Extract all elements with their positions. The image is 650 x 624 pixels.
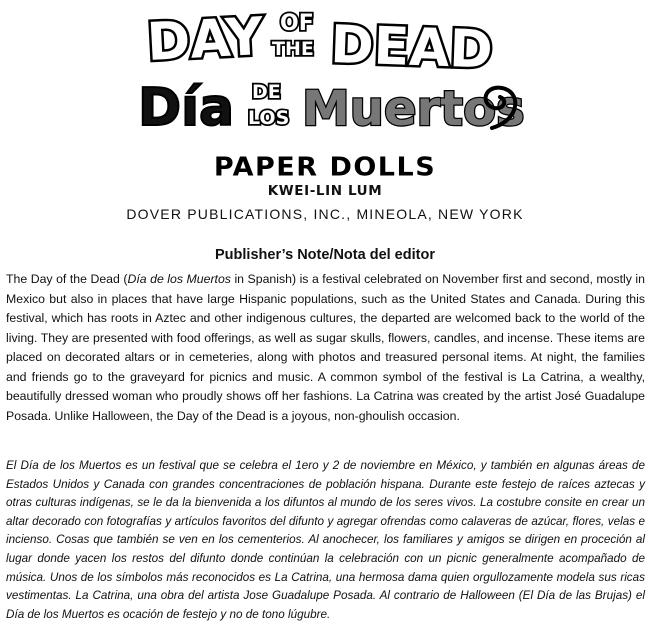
logo-day: DAY xyxy=(145,6,265,73)
day-of-the-dead-logo xyxy=(120,0,530,150)
logo-the: THE xyxy=(272,38,314,60)
spanish-paragraph: El Día de los Muertos es un festival que se celebra el 1ero y 2 de noviembre en México, y también en algunas áreas de Estados Unidos y Canada con grandes concentraciones de población hispana. Durante este festejo de raíces aztecas y otras culturas indígenas, se le da la bienvenida a los difuntos al mundo de los seres vivos. La costubre consite en crear un altar decorado con fotografías y artículos favoritos del difunto y agregar ofrendas como calaveras de azúcar, flores, velas e incienso. Cosas que también se ven en los cementerios. Al anochecer, los familiares y amigos se dirigen en proceción al lugar donde yacen los restos del difunto donde continúan la celebración con un picnic generalmente acompañado de música. Unos de los símbolos más reconocidos es La Catrina, una hermosa dama quien orgullozamente modela sus ricas vestimentas. La Catrina, una obra del artista Jose Guadalupe Posada. Al contrario de Halloween (El Día de las Brujas) el Día de los Muertos es ocación de festejo y no de tono lúgubre. xyxy=(6,459,645,621)
english-text-part2: in Spanish) is a festival celebrated on November first and second, mostly in Mexico but also in places that have large Hispanic populations, such as the United States and Canada. During this festival, which has roots in Aztec and other indigenous cultures, the departed are welcomed back to the world of the living. They are presented with food offerings, as well as sugar skulls, flowers, candles, and incense. These items are placed on decorated altars or in cemeteries, along with photos and treasured personal items. At night, the families and friends go to the graveyard for picnics and music. A common symbol of the festival is La Catrina, a wealthy, beautifully dressed woman who proudly shows off her fashions. La Catrina was created by the artist José Guadalupe Posada. Unlike Halloween, the Day of the Dead is a joyous, non-ghoulish occasion. xyxy=(6,272,645,423)
logo-dead: DEAD xyxy=(329,15,494,81)
logo-los: LOS xyxy=(248,107,290,129)
section-heading: Publisher’s Note/Nota del editor xyxy=(215,247,435,263)
book-title: PAPER DOLLS xyxy=(213,152,437,183)
publisher-line: DOVER PUBLICATIONS, INC., MINEOLA, NEW YORK xyxy=(126,206,524,222)
logo-muertos: Muertos xyxy=(302,81,525,137)
english-italic-term: Día de los Muertos xyxy=(127,272,231,286)
logo-de: DE xyxy=(252,81,281,103)
english-text-part1: The Day of the Dead ( xyxy=(6,272,128,286)
logo-of: OF xyxy=(280,11,314,36)
author-name: KWEI-LIN LUM xyxy=(267,183,383,199)
logo-dia: Día xyxy=(138,78,235,138)
english-paragraph xyxy=(6,270,645,426)
